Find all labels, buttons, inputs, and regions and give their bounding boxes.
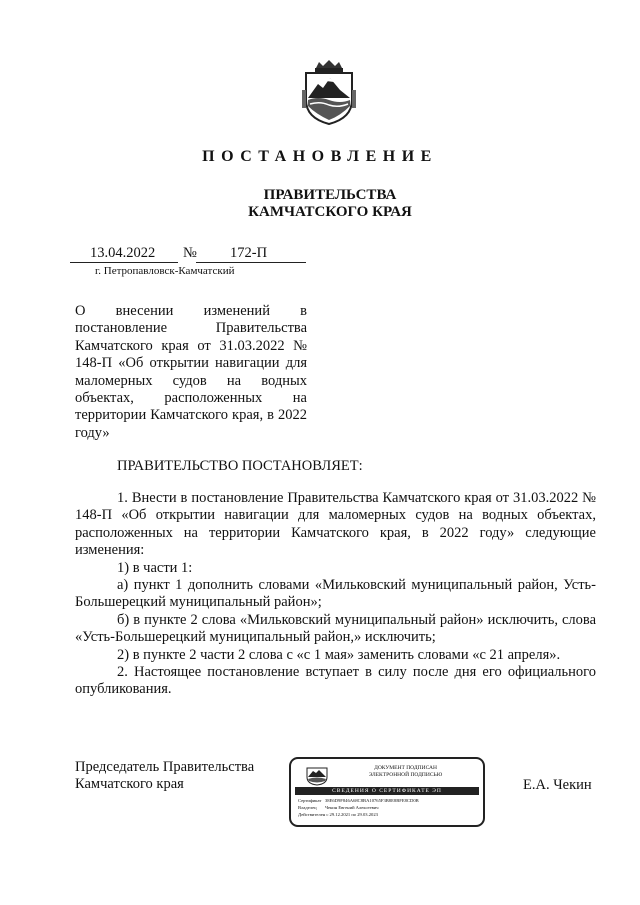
stamp-certificate-bar: СВЕДЕНИЯ О СЕРТИФИКАТЕ ЭП [295, 787, 479, 795]
paragraph: 2) в пункте 2 части 2 слова с «с 1 мая» заменить словами «с 21 апреля». [117, 646, 561, 663]
stamp-cert-value: 38E6D9F846A68C8BA10765F3B8E8BFE8CD0B [325, 798, 419, 803]
paragraph: а) пункт 1 дополнить словами «Мильковский муниципальный район, Усть-Большерецкий муниципальный район»; [75, 577, 596, 611]
electronic-signature-stamp [289, 757, 485, 827]
signatory-position-line-2: Камчатского края [75, 776, 184, 793]
coat-of-arms-emblem [300, 60, 358, 126]
stamp-title-line-1: ДОКУМЕНТ ПОДПИСАН [374, 765, 437, 771]
document-number: 172-П [230, 245, 268, 261]
stamp-owner-value: Чекин Евгений Алексеевич [325, 805, 379, 810]
city-label: г. Петропавловск-Камчатский [95, 265, 235, 277]
stamp-title-line-2: ЭЛЕКТРОННОЙ ПОДПИСЬЮ [368, 772, 443, 778]
date-underline [70, 262, 178, 263]
issuer-line-2: КАМЧАТСКОГО КРАЯ [248, 204, 412, 220]
paragraph: 2. Настоящее постановление вступает в силу после дня его официального опубликования. [75, 664, 596, 698]
paragraph: 1. Внести в постановление Правительства Камчатского края от 31.03.2022 № 148-П «Об открытии навигации для маломерных судов на водных объектах, расположенных на территории Камчатского края, в 2022 году» следующие изменения: [75, 490, 596, 559]
signatory-position [75, 759, 254, 794]
signatory-name: Е.А. Чекин [523, 777, 592, 793]
paragraph: 1) в части 1: [117, 559, 193, 576]
document-subject: О внесении изменений в постановление Правительства Камчатского края от 31.03.2022 № 148-П «Об открытии навигации для маломерных судов на водных объектах, расположенных на территории Камчатского края, в 2022 году» [75, 303, 307, 441]
stamp-title [333, 765, 478, 779]
paragraph: б) в пункте 2 слова «Мильковский муниципальный район» исключить, слова «Усть-Большерецкий муниципальный район,» исключить; [75, 611, 596, 646]
number-underline [196, 262, 306, 263]
number-sign: № [183, 245, 197, 261]
signatory-position-line-1: Председатель Правительства [75, 759, 255, 775]
decree-heading: ПРАВИТЕЛЬСТВО ПОСТАНОВЛЯЕТ: [117, 458, 363, 474]
issuer-line-1: ПРАВИТЕЛЬСТВА [263, 187, 397, 203]
stamp-cert-label: Сертификат [298, 798, 322, 803]
stamp-emblem-icon [304, 764, 330, 786]
stamp-cert-row [298, 798, 419, 804]
stamp-validity-row: Действителен с 29.12.2021 по 29.03.2023 [298, 812, 378, 817]
document-body [75, 490, 596, 699]
document-date: 13.04.2022 [90, 245, 156, 261]
document-title: ПОСТАНОВЛЕНИЕ [202, 148, 438, 165]
stamp-owner-row [298, 805, 379, 811]
stamp-owner-label: Владелец [298, 805, 317, 810]
